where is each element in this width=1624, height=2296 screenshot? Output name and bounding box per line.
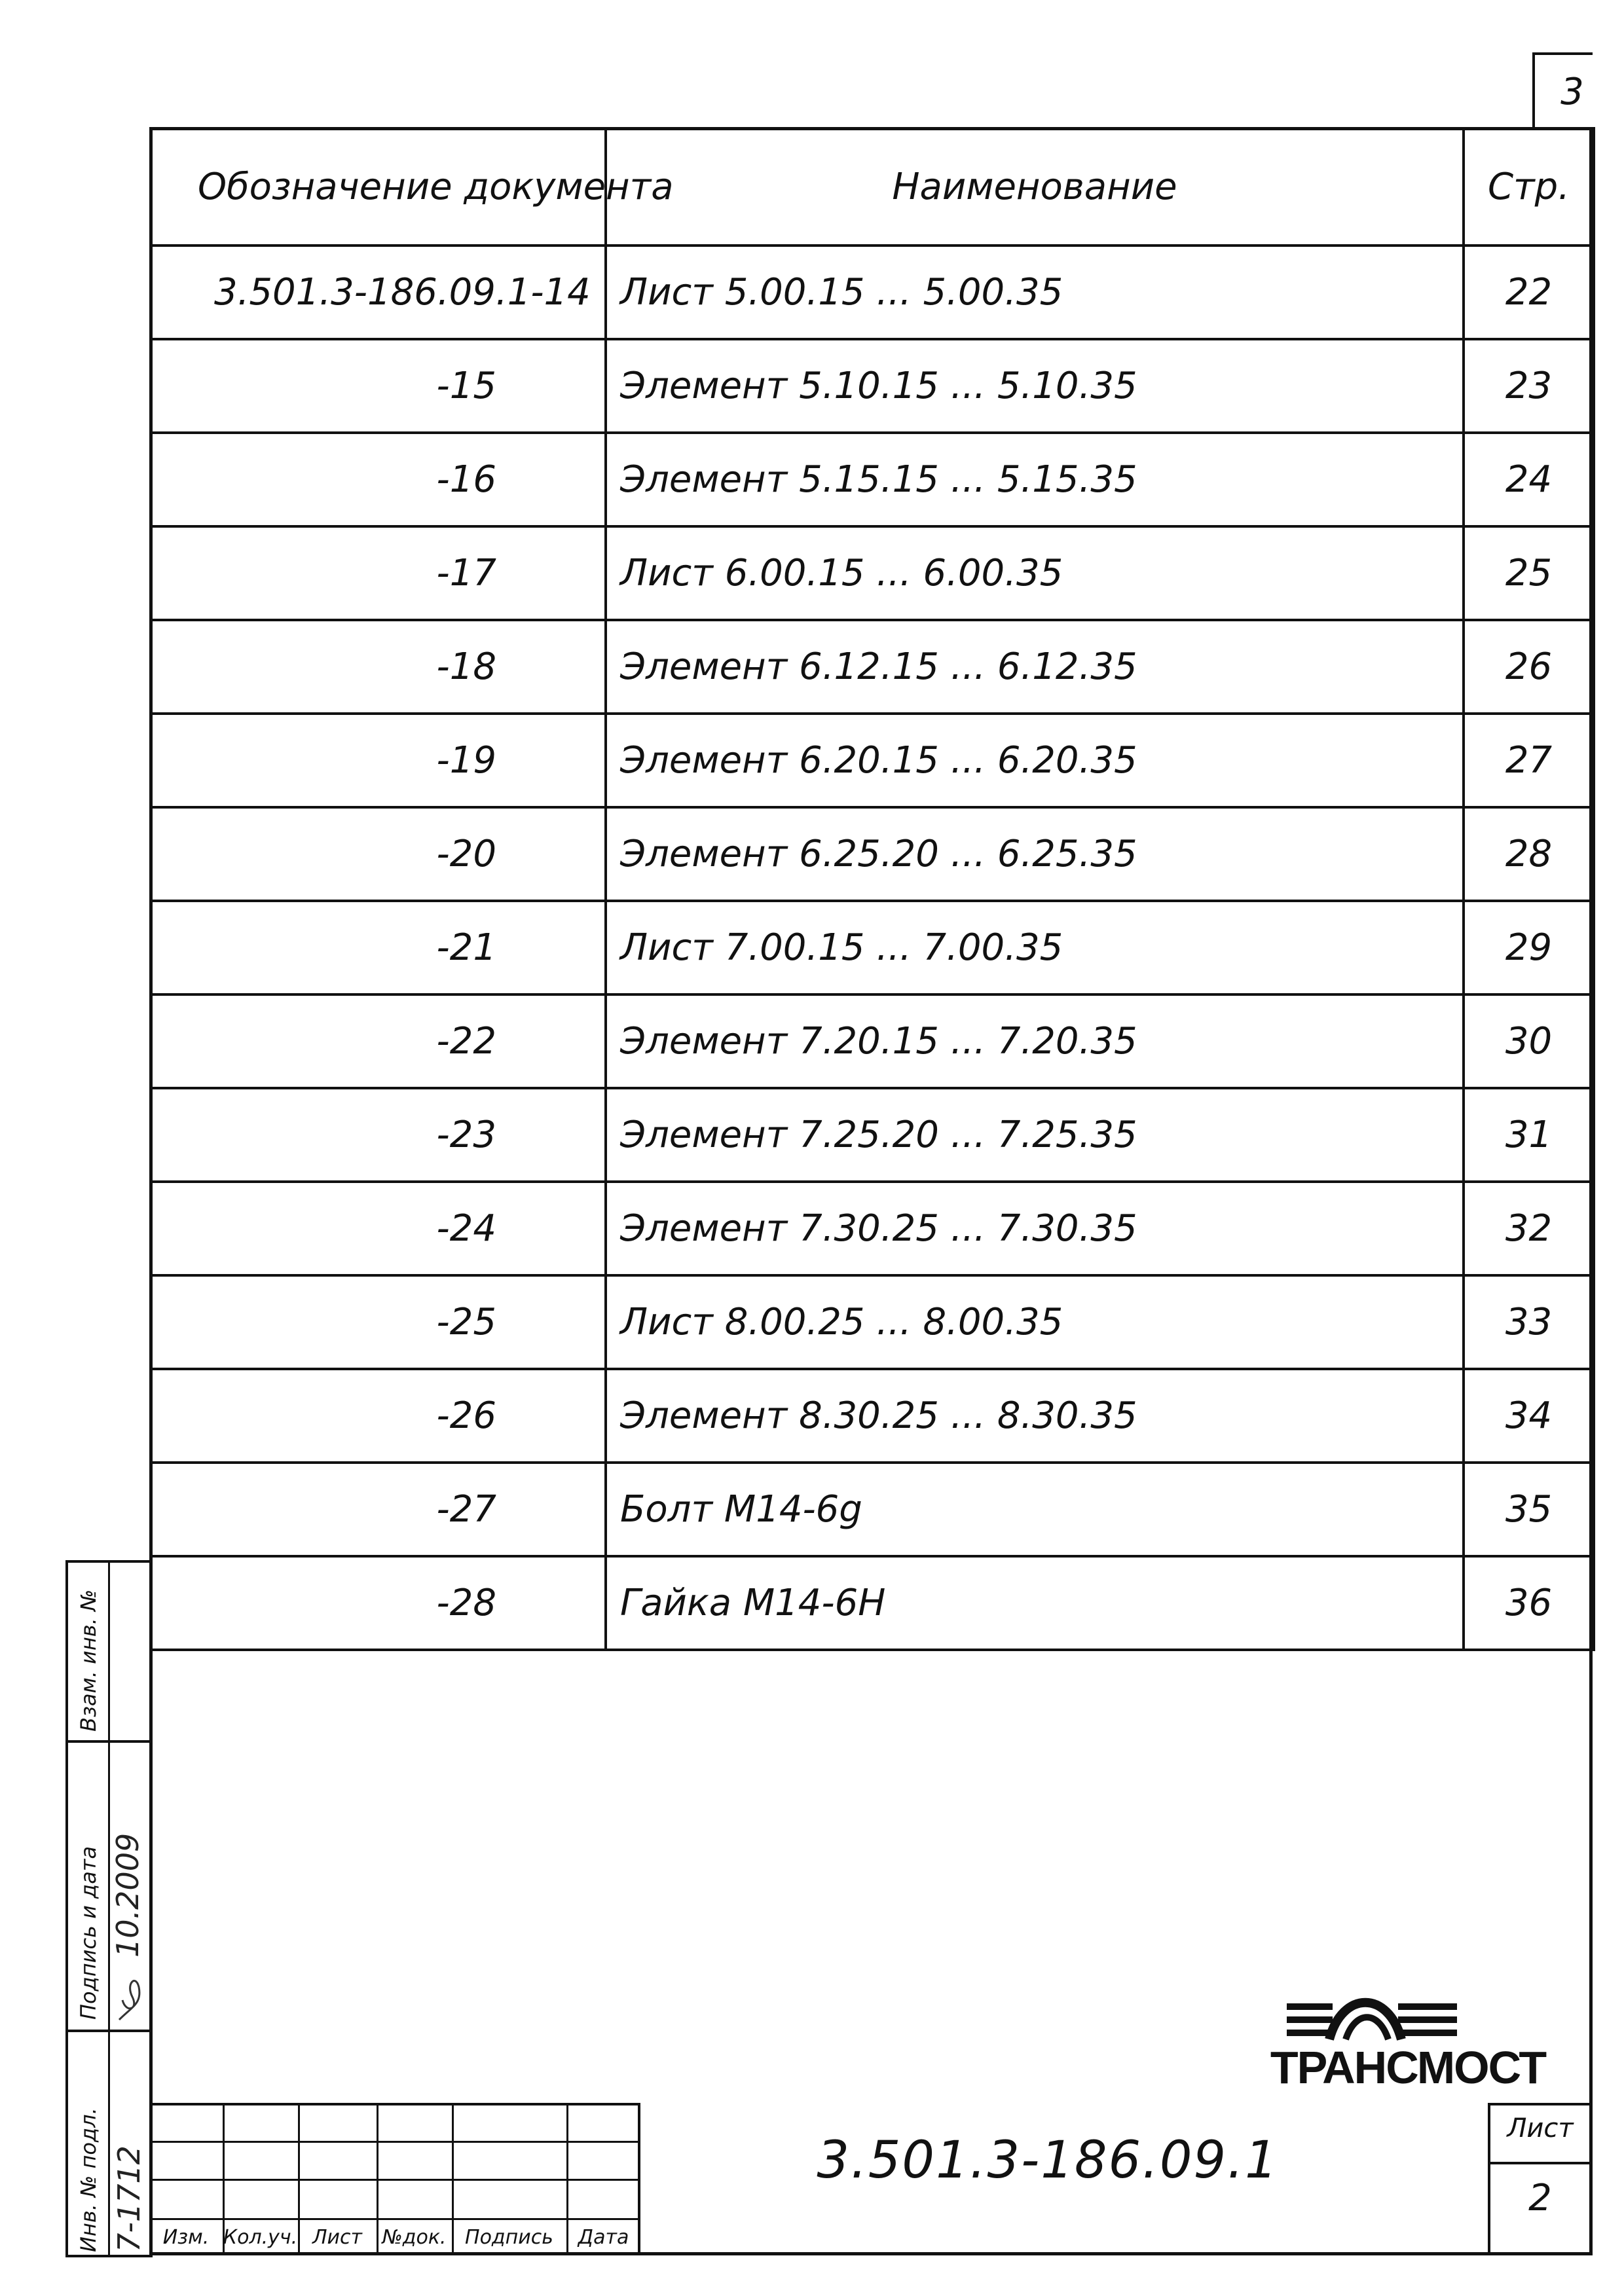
tb-col-sheet: Лист: [312, 2226, 363, 2249]
row-page: 34: [1464, 1369, 1594, 1463]
row-designation: -20: [151, 807, 606, 901]
table-row: [151, 1556, 1594, 1650]
row-page: 24: [1464, 433, 1594, 526]
row-designation: -24: [151, 1182, 606, 1275]
row-page: 27: [1464, 714, 1594, 807]
row-designation: -26: [151, 1369, 606, 1463]
row-page: 28: [1464, 807, 1594, 901]
row-designation: -27: [151, 1463, 606, 1556]
orig-inv-value: 7-1712: [111, 2145, 147, 2252]
table-body: [151, 246, 1594, 1650]
signature-mark: [113, 1967, 149, 2026]
row-designation: -15: [151, 339, 606, 433]
table-row: [151, 901, 1594, 994]
table-row: [151, 433, 1594, 526]
row-designation: -16: [151, 433, 606, 526]
tb-col-change: Изм.: [162, 2226, 210, 2249]
tb-col-quantity: Кол.уч.: [223, 2226, 298, 2249]
row-designation: -25: [151, 1275, 606, 1369]
row-name: Элемент 6.25.20 ... 6.25.35: [606, 807, 1464, 901]
row-name: Элемент 7.20.15 ... 7.20.35: [606, 994, 1464, 1088]
table-row: [151, 714, 1594, 807]
contents-table: [149, 127, 1595, 1651]
row-page: 35: [1464, 1463, 1594, 1556]
row-page: 23: [1464, 339, 1594, 433]
sign-date-value: 10.2009: [110, 1832, 145, 1958]
sign-date-label: Подпись и дата: [76, 1846, 101, 2020]
row-page: 26: [1464, 620, 1594, 714]
row-name: Элемент 5.10.15 ... 5.10.35: [606, 339, 1464, 433]
row-designation: -19: [151, 714, 606, 807]
row-page: 25: [1464, 526, 1594, 620]
table-row: [151, 339, 1594, 433]
header-name: Наименование: [606, 128, 1464, 246]
side-stamp-row-divider: [65, 2030, 153, 2032]
row-name: Болт М14-6g: [606, 1463, 1464, 1556]
row-page: 30: [1464, 994, 1594, 1088]
table-row: [151, 1463, 1594, 1556]
row-designation: -18: [151, 620, 606, 714]
corner-sheet-number: 3: [1560, 71, 1584, 113]
row-page: 33: [1464, 1275, 1594, 1369]
tb-col-date: Дата: [578, 2226, 629, 2249]
sheet-label: Лист: [1507, 2113, 1574, 2143]
row-page: 22: [1464, 246, 1594, 339]
table-row: [151, 526, 1594, 620]
header-page: Стр.: [1464, 128, 1594, 246]
row-designation: -21: [151, 901, 606, 994]
row-name: Лист 5.00.15 ... 5.00.35: [606, 246, 1464, 339]
row-name: Элемент 7.25.20 ... 7.25.35: [606, 1088, 1464, 1182]
row-name: Элемент 6.20.15 ... 6.20.35: [606, 714, 1464, 807]
table-row: [151, 246, 1594, 339]
sheet-box-divider: [1488, 2162, 1593, 2164]
row-name: Элемент 6.12.15 ... 6.12.35: [606, 620, 1464, 714]
logo-text: ТРАНСМОСТ: [1270, 2042, 1546, 2093]
row-designation: -22: [151, 994, 606, 1088]
table-row: [151, 1182, 1594, 1275]
row-name: Элемент 7.30.25 ... 7.30.35: [606, 1182, 1464, 1275]
row-designation: 3.501.3-186.09.1-14: [151, 246, 606, 339]
row-name: Гайка М14-6Н: [606, 1556, 1464, 1650]
table-header-row: [151, 128, 1594, 246]
table-row: [151, 1275, 1594, 1369]
tb-col-doc-no: №док.: [382, 2226, 447, 2249]
row-name: Элемент 5.15.15 ... 5.15.35: [606, 433, 1464, 526]
table-row: [151, 1369, 1594, 1463]
row-designation: -28: [151, 1556, 606, 1650]
row-designation: -17: [151, 526, 606, 620]
table-row: [151, 620, 1594, 714]
row-page: 31: [1464, 1088, 1594, 1182]
row-name: Элемент 8.30.25 ... 8.30.35: [606, 1369, 1464, 1463]
row-page: 32: [1464, 1182, 1594, 1275]
header-designation: Обозначение документа: [151, 128, 606, 246]
row-name: Лист 7.00.15 ... 7.00.35: [606, 901, 1464, 994]
row-page: 29: [1464, 901, 1594, 994]
row-name: Лист 8.00.25 ... 8.00.35: [606, 1275, 1464, 1369]
orig-inv-label: Инв. № подл.: [76, 2107, 101, 2252]
row-page: 36: [1464, 1556, 1594, 1650]
table-row: [151, 1088, 1594, 1182]
row-name: Лист 6.00.15 ... 6.00.35: [606, 526, 1464, 620]
table-row: [151, 994, 1594, 1088]
row-designation: -23: [151, 1088, 606, 1182]
side-stamp-row-divider: [65, 1740, 153, 1743]
tb-col-signature: Подпись: [465, 2226, 553, 2249]
table-row: [151, 807, 1594, 901]
document-code: 3.501.3-186.09.1: [817, 2131, 1279, 2190]
sheet-number: 2: [1528, 2177, 1552, 2219]
replaced-inv-label: Взам. инв. №: [76, 1589, 101, 1732]
